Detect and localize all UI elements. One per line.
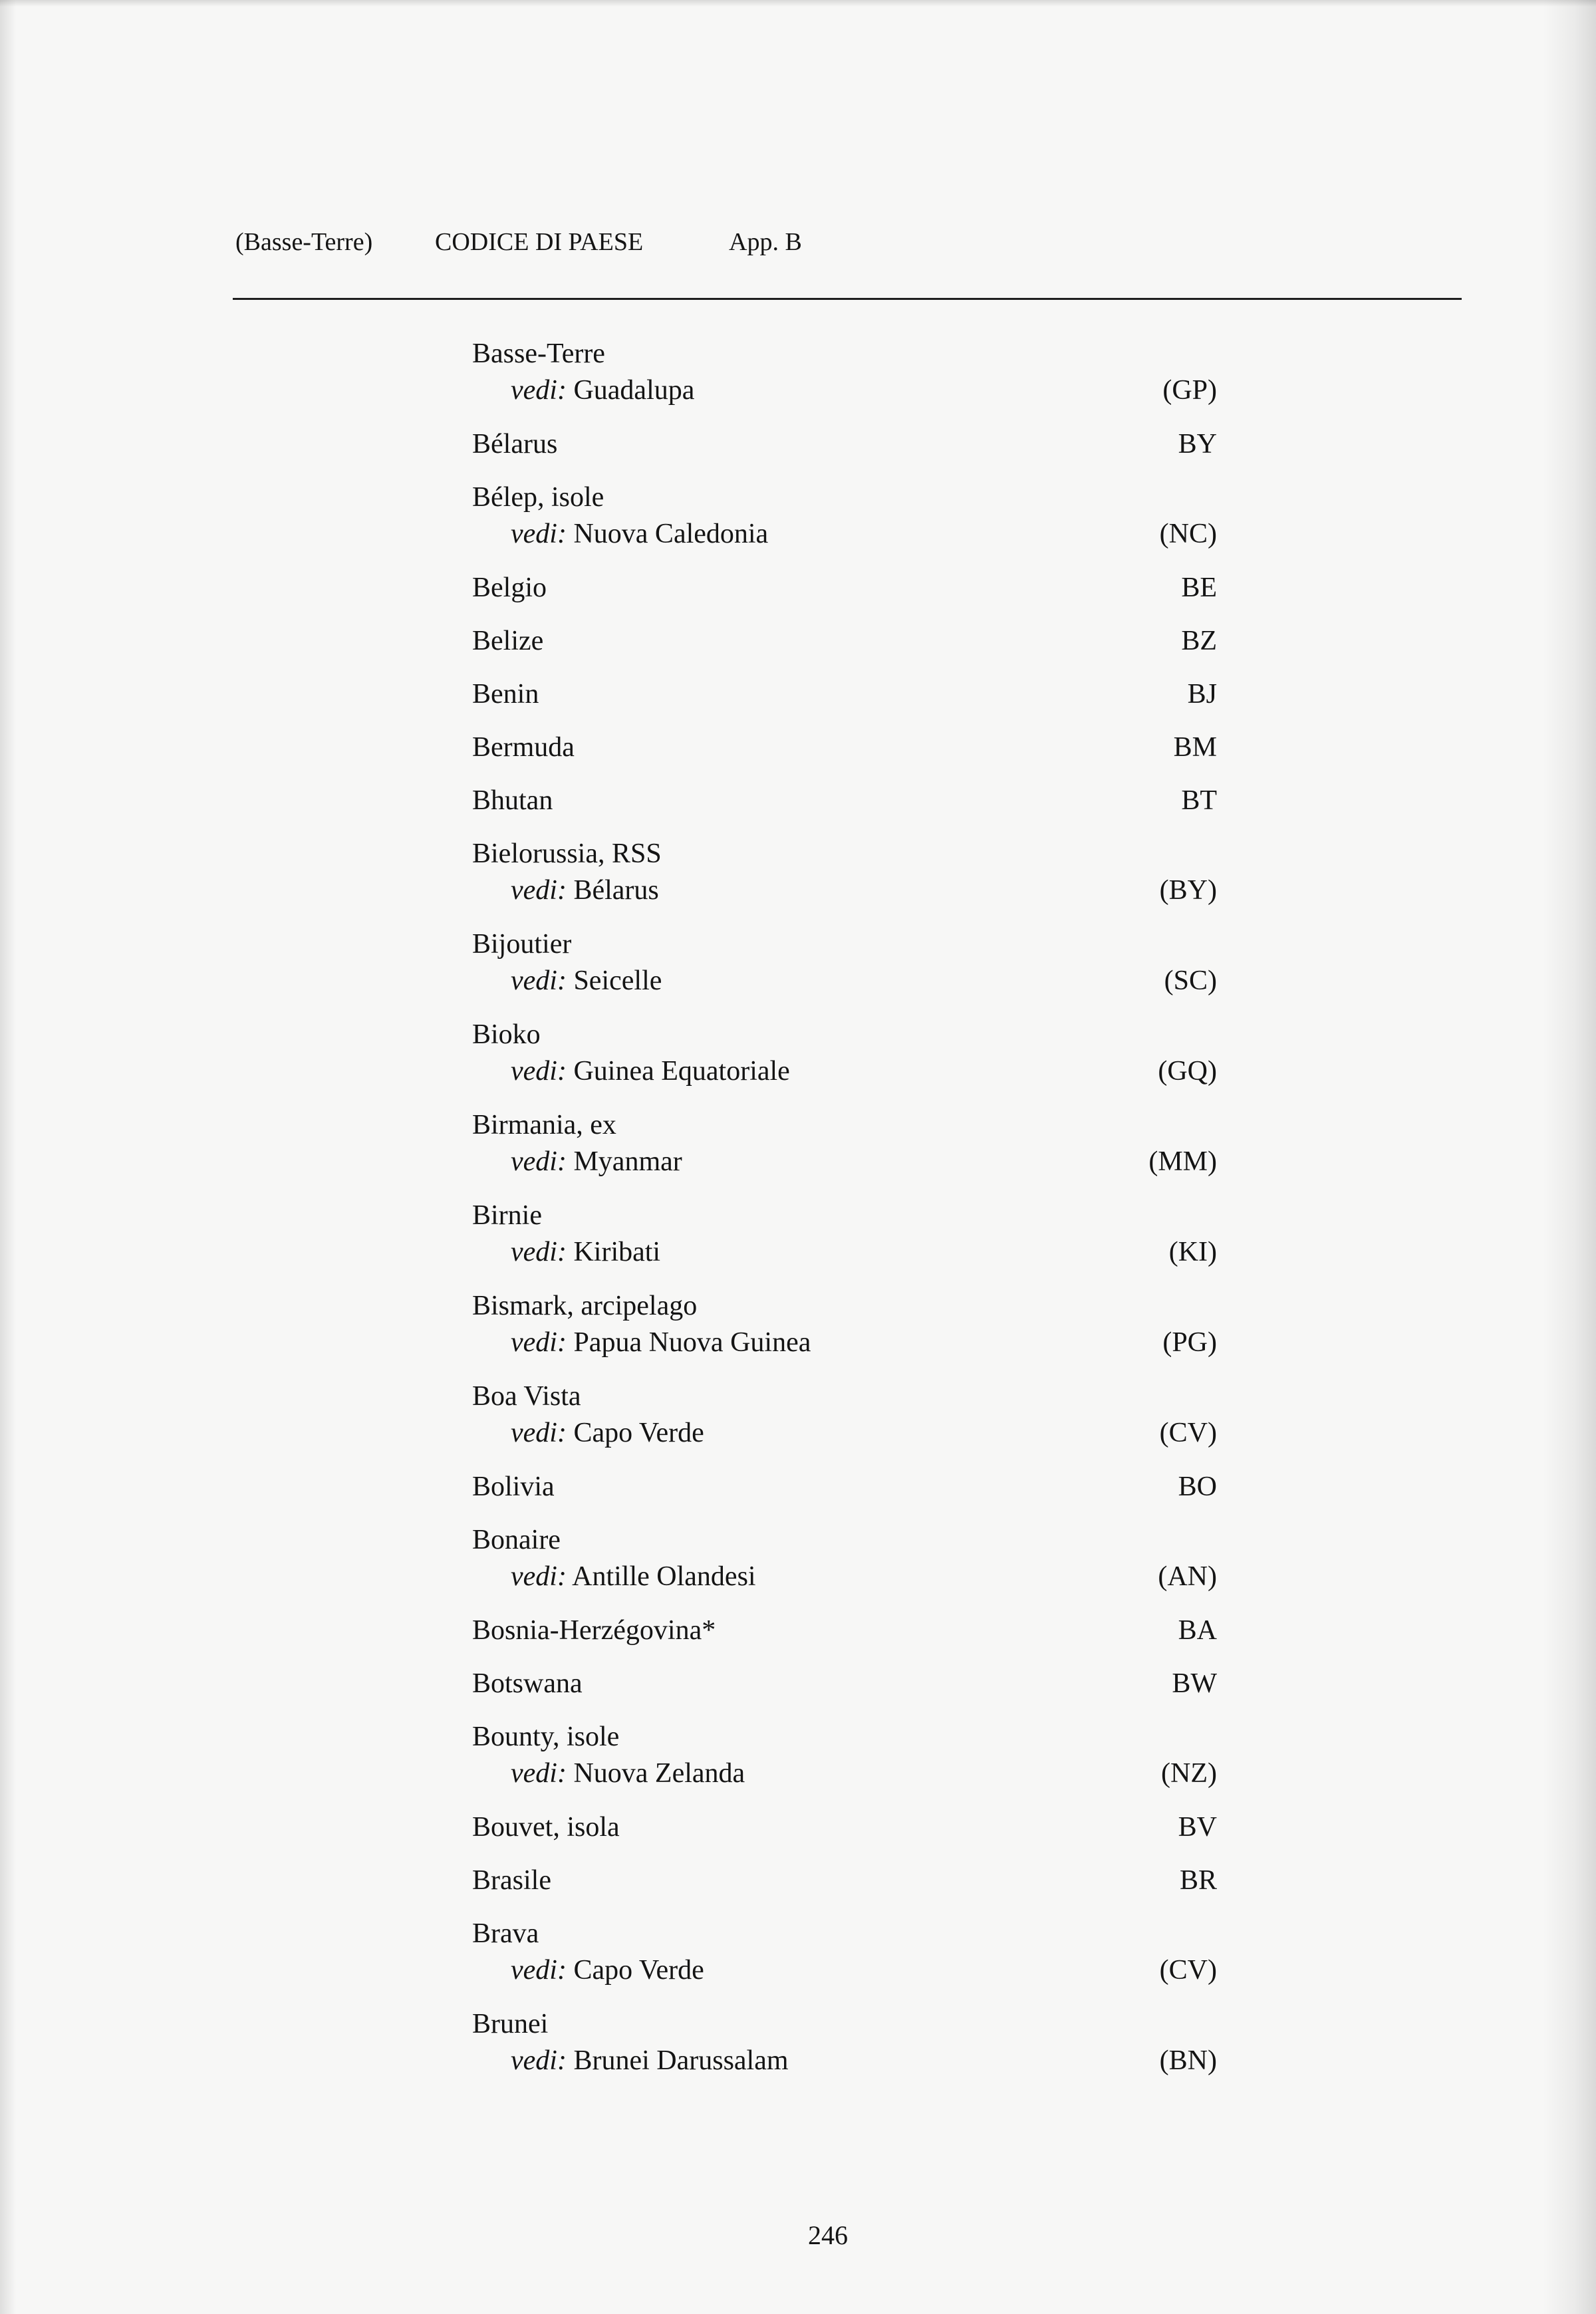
- list-item: [472, 1469, 1217, 1522]
- see-label: vedi:: [511, 875, 567, 906]
- entry-line: [472, 1809, 1217, 1846]
- country-name: Boa Vista: [472, 1381, 581, 1412]
- country-name: Bouvet, isola: [472, 1812, 620, 1843]
- entry-line: [472, 1415, 1217, 1452]
- cross-reference: [511, 2043, 789, 2079]
- entry-line: [472, 1755, 1217, 1792]
- entry-line: [472, 1234, 1217, 1271]
- see-label: vedi:: [511, 1955, 567, 1986]
- see-target: Kiribati: [573, 1237, 661, 1267]
- see-target: Capo Verde: [573, 1418, 704, 1448]
- list-item: [472, 336, 1217, 426]
- cross-reference: [511, 872, 659, 909]
- list-item: [472, 729, 1217, 783]
- country-code: (BN): [1159, 2045, 1217, 2076]
- country-name: Bismark, arcipelago: [472, 1291, 698, 1321]
- country-code: (CV): [1159, 1418, 1217, 1448]
- country-name: Bosnia-Herzégovina*: [472, 1615, 716, 1646]
- list-item: [472, 426, 1217, 479]
- entry-line: [472, 570, 1217, 606]
- list-item: [472, 1916, 1217, 2006]
- header-left: (Basse-Terre): [235, 228, 373, 256]
- cross-reference: [511, 1415, 704, 1452]
- list-item: [472, 1612, 1217, 1666]
- country-code: (GP): [1162, 375, 1217, 406]
- entry-line: [472, 729, 1217, 766]
- entry-line: [472, 426, 1217, 463]
- see-label: vedi:: [511, 1561, 567, 1592]
- cross-reference: [511, 1234, 660, 1271]
- page-edge-shadow-left: [0, 0, 16, 2314]
- country-code: BM: [1173, 732, 1217, 763]
- cross-reference: [511, 963, 662, 999]
- country-name: Birnie: [472, 1200, 542, 1231]
- country-name: Bielorussia, RSS: [472, 838, 662, 869]
- country-name: Bounty, isole: [472, 1722, 620, 1752]
- list-item: [472, 1666, 1217, 1719]
- entry-line: [472, 1325, 1217, 1361]
- see-target: Guinea Equatoriale: [573, 1056, 790, 1087]
- see-target: Nuova Caledonia: [573, 519, 769, 549]
- country-name: Benin: [472, 679, 539, 709]
- country-name: Brasile: [472, 1865, 551, 1896]
- entry-line: [472, 1559, 1217, 1595]
- page-edge-shadow-top: [0, 0, 1596, 7]
- see-label: vedi:: [511, 375, 567, 406]
- entry-line: [472, 2043, 1217, 2079]
- see-label: vedi:: [511, 2045, 567, 2076]
- entry-line: [472, 783, 1217, 819]
- cross-reference: [511, 1053, 790, 1090]
- cross-reference: [511, 1559, 756, 1595]
- list-item: [472, 1198, 1217, 1288]
- country-code: BW: [1172, 1668, 1217, 1699]
- see-label: vedi:: [511, 1056, 567, 1087]
- entry-line: [472, 336, 1217, 372]
- country-name: Belize: [472, 626, 544, 656]
- country-name: Brunei: [472, 2009, 549, 2039]
- see-label: vedi:: [511, 1418, 567, 1448]
- entry-line: [472, 516, 1217, 553]
- country-name: Bolivia: [472, 1472, 555, 1502]
- cross-reference: [511, 1755, 745, 1792]
- see-label: vedi:: [511, 1237, 567, 1267]
- entry-line: [472, 1017, 1217, 1053]
- country-name: Belgio: [472, 573, 547, 603]
- entry-line: [472, 872, 1217, 909]
- see-label: vedi:: [511, 1146, 567, 1177]
- list-item: [472, 836, 1217, 926]
- country-code: BE: [1181, 573, 1217, 603]
- entry-line: [472, 1144, 1217, 1180]
- country-code: (GQ): [1158, 1056, 1217, 1087]
- see-target: Capo Verde: [573, 1955, 704, 1986]
- entry-line: [472, 1053, 1217, 1090]
- see-label: vedi:: [511, 1758, 567, 1789]
- country-code: BR: [1179, 1865, 1217, 1896]
- entry-line: [472, 479, 1217, 516]
- entry-line: [472, 1522, 1217, 1559]
- entry-line: [472, 963, 1217, 999]
- entry-line: [472, 2006, 1217, 2043]
- see-label: vedi:: [511, 519, 567, 549]
- entry-line: [472, 1378, 1217, 1415]
- country-name: Bijoutier: [472, 929, 572, 960]
- list-item: [472, 479, 1217, 570]
- see-target: Brunei Darussalam: [573, 2045, 789, 2076]
- country-name: Birmania, ex: [472, 1110, 616, 1140]
- see-target: Seicelle: [573, 965, 662, 996]
- country-code: (AN): [1158, 1561, 1217, 1592]
- country-code: (NC): [1159, 519, 1217, 549]
- header-rule: [233, 298, 1462, 300]
- entry-line: [472, 676, 1217, 713]
- list-item: [472, 570, 1217, 623]
- see-target: Antille Olandesi: [572, 1561, 756, 1592]
- see-target: Bélarus: [573, 875, 659, 906]
- country-code: BA: [1178, 1615, 1217, 1646]
- list-item: [472, 623, 1217, 676]
- entry-line: [472, 1198, 1217, 1234]
- cross-reference: [511, 1144, 682, 1180]
- list-item: [472, 676, 1217, 729]
- list-item: [472, 1017, 1217, 1107]
- cross-reference: [511, 1952, 704, 1989]
- country-code: (PG): [1162, 1327, 1217, 1358]
- list-item: [472, 1378, 1217, 1469]
- entry-line: [472, 836, 1217, 872]
- country-name: Bhutan: [472, 785, 553, 816]
- country-code: (NZ): [1161, 1758, 1217, 1789]
- cross-reference: [511, 372, 694, 409]
- see-target: Papua Nuova Guinea: [573, 1327, 811, 1358]
- country-code: BJ: [1187, 679, 1217, 709]
- list-item: [472, 1863, 1217, 1916]
- list-item: [472, 1719, 1217, 1809]
- entry-line: [472, 372, 1217, 409]
- see-label: vedi:: [511, 965, 567, 996]
- entry-line: [472, 1863, 1217, 1899]
- country-code: BT: [1181, 785, 1217, 816]
- country-code: (MM): [1148, 1146, 1217, 1177]
- cross-reference: [511, 1325, 811, 1361]
- country-name: Bioko: [472, 1019, 541, 1050]
- entry-line: [472, 1107, 1217, 1144]
- country-code: (KI): [1168, 1237, 1217, 1267]
- header-right: App. B: [729, 228, 802, 256]
- see-target: Guadalupa: [573, 375, 695, 406]
- list-item: [472, 926, 1217, 1017]
- entry-line: [472, 1916, 1217, 1952]
- entry-line: [472, 1288, 1217, 1325]
- country-code: BY: [1178, 429, 1217, 459]
- page-edge-shadow-right: [1543, 0, 1596, 2314]
- list-item: [472, 1288, 1217, 1378]
- country-code: (SC): [1164, 965, 1217, 996]
- list-item: [472, 1809, 1217, 1863]
- list-item: [472, 783, 1217, 836]
- cross-reference: [511, 516, 768, 553]
- list-item: [472, 1107, 1217, 1198]
- entry-line: [472, 1469, 1217, 1505]
- list-item: [472, 2006, 1217, 2097]
- country-code-list: [472, 336, 1217, 2097]
- header-center: CODICE DI PAESE: [435, 228, 644, 256]
- country-code: (CV): [1159, 1955, 1217, 1986]
- country-code: BO: [1178, 1472, 1217, 1502]
- country-name: Brava: [472, 1918, 539, 1949]
- entry-line: [472, 926, 1217, 963]
- country-name: Bélep, isole: [472, 482, 604, 513]
- country-name: Bélarus: [472, 429, 558, 459]
- country-code: BV: [1178, 1812, 1217, 1843]
- see-target: Nuova Zelanda: [573, 1758, 745, 1789]
- page-number: 246: [808, 2220, 848, 2250]
- list-item: [472, 1522, 1217, 1612]
- entry-line: [472, 1612, 1217, 1649]
- country-code: (BY): [1159, 875, 1217, 906]
- entry-line: [472, 1952, 1217, 1989]
- entry-line: [472, 623, 1217, 660]
- country-code: BZ: [1181, 626, 1217, 656]
- country-name: Bermuda: [472, 732, 575, 763]
- country-name: Botswana: [472, 1668, 583, 1699]
- entry-line: [472, 1719, 1217, 1755]
- country-name: Basse-Terre: [472, 338, 605, 369]
- country-name: Bonaire: [472, 1525, 561, 1555]
- see-target: Myanmar: [573, 1146, 682, 1177]
- see-label: vedi:: [511, 1327, 567, 1358]
- entry-line: [472, 1666, 1217, 1702]
